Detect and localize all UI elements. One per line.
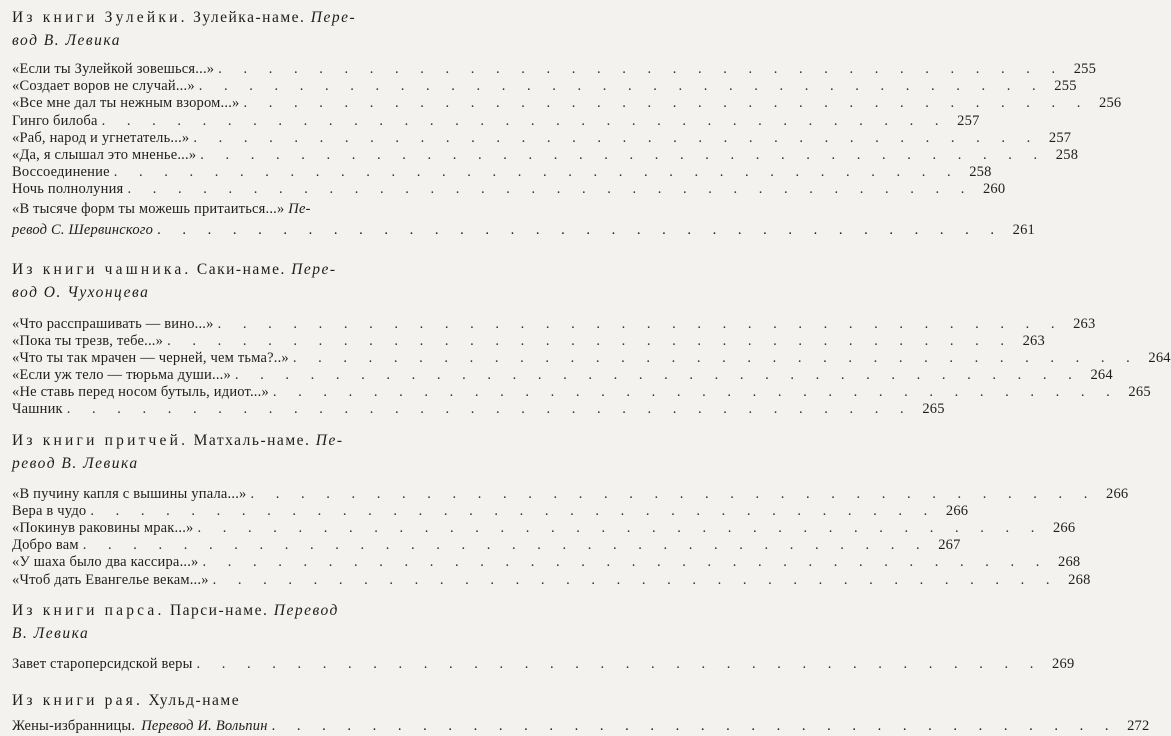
section-heading-book: Из книги рая.	[12, 691, 144, 709]
entry-list	[12, 61, 1122, 199]
section-heading	[12, 429, 471, 475]
entry-page-number: 265	[1128, 384, 1151, 401]
dot-leader: . . . . . . . . . . . . . . . . . . . . . . . . . . . . . . . . . .	[250, 485, 1097, 502]
entry-page-number: 255	[1073, 61, 1097, 77]
entry-line-2	[12, 220, 1035, 241]
entry-page-number: 257	[1048, 129, 1072, 146]
entry-page-number: 256	[1099, 95, 1122, 112]
toc-section-saki	[12, 258, 1171, 419]
entry-page-number: 266	[945, 502, 969, 519]
toc-entry[interactable]	[12, 315, 1096, 333]
toc-entry[interactable]	[12, 537, 961, 554]
toc-section-parsi	[12, 599, 1075, 673]
toc-entry[interactable]	[12, 485, 1129, 503]
toc-entry[interactable]	[12, 655, 1075, 673]
section-heading	[12, 599, 471, 645]
entry-title: Гинго билоба	[12, 112, 98, 129]
section-heading-book: Из книги притчей.	[12, 431, 189, 449]
section-heading-name: Зулейка-наме.	[193, 9, 306, 26]
entry-title: «Покинув раковины мрак...»	[12, 520, 194, 536]
dot-leader: . . . . . . . . . . . . . . . . . . . . . . . . . . . . . . . . . .	[292, 349, 1139, 366]
entry-page-number: 267	[938, 537, 961, 554]
section-heading-translator-b: вод О. Чухонцева	[12, 283, 150, 301]
entry-page-number: 258	[1055, 146, 1079, 163]
section-heading-book: Из книги парса.	[12, 601, 165, 619]
entry-list	[12, 655, 1075, 673]
entry-page-number: 261	[1012, 221, 1035, 238]
section-heading-translator-b: ревод В. Левика	[12, 454, 139, 472]
entry-page-number: 266	[1106, 485, 1129, 502]
dot-leader: . . . . . . . . . . . . . . . . . . . . . . . . . . . . . . . . . .	[212, 571, 1059, 588]
entry-title: Жены-избранницы.	[12, 717, 136, 734]
entry-title: «Не ставь перед носом бутыль, идиот...»	[12, 384, 269, 401]
dot-leader: . . . . . . . . . . . . . . . . . . . . . . . . . . . . . . . . . .	[271, 717, 1118, 734]
toc-entry[interactable]	[12, 61, 1097, 78]
entry-title: «Что ты так мрачен — черней, чем тьма?..»	[12, 349, 289, 366]
dot-leader: . . . . . . . . . . . . . . . . . . . . . . . . . . . . . . . . . .	[193, 129, 1040, 146]
entry-title: Воссоединение	[12, 164, 110, 181]
section-heading-translator-a: Пере-	[310, 9, 357, 26]
entry-page-number: 269	[1052, 655, 1075, 672]
toc-entry[interactable]	[12, 332, 1045, 350]
dot-leader: . . . . . . . . . . . . . . . . . . . . . . . . . . . . . . . . . .	[66, 401, 913, 418]
dot-leader: . . . . . . . . . . . . . . . . . . . . . . . . . . . . . . . . . .	[272, 384, 1119, 401]
dot-leader: . . . . . . . . . . . . . . . . . . . . . . . . . . . . . . . . . .	[218, 61, 1065, 77]
entry-title: «У шаха было два кассира...»	[12, 554, 199, 571]
entry-translator: Перевод И. Вольпин	[141, 717, 268, 734]
entry-page-number: 260	[982, 181, 1006, 198]
entry-title: Чашник	[12, 401, 63, 418]
dot-leader: . . . . . . . . . . . . . . . . . . . . . . . . . . . . . . . . . .	[127, 181, 974, 198]
toc-entry[interactable]	[12, 571, 1091, 589]
entry-title: «В тысяче форм ты можешь притаиться...»	[12, 200, 285, 217]
entry-title: «Если уж тело — тюрьма души...»	[12, 367, 231, 384]
entry-translator-a: Пе-	[288, 200, 311, 217]
dot-leader: . . . . . . . . . . . . . . . . . . . . . . . . . . . . . . . . . .	[101, 112, 948, 129]
section-heading-name: Матхаль-наме.	[193, 431, 311, 449]
toc-entry[interactable]	[12, 78, 1077, 95]
entry-title: «Раб, народ и угнетатель...»	[12, 129, 190, 146]
entry-title: «Да, я слышал это мненье...»	[12, 146, 197, 163]
entry-page-number: 272	[1127, 717, 1150, 734]
toc-entry[interactable]	[12, 112, 980, 130]
entry-page-number: 264	[1090, 367, 1113, 384]
entry-title: «Все мне дал ты нежным взором...»	[12, 95, 240, 112]
section-heading	[12, 6, 471, 52]
entry-title: Ночь полнолуния	[12, 181, 124, 198]
toc-entry[interactable]	[12, 367, 1113, 384]
entry-title: «Пока ты трезв, тебе...»	[12, 332, 164, 349]
dot-leader: . . . . . . . . . . . . . . . . . . . . . . . . . . . . . . . . . .	[198, 78, 1045, 95]
dot-leader: . . . . . . . . . . . . . . . . . . . . . . . . . . . . . . . . . .	[202, 554, 1049, 571]
toc-section-zuleika	[12, 6, 1122, 241]
entry-title: «Чтоб дать Евангелье векам...»	[12, 571, 209, 588]
toc-entry[interactable]	[12, 95, 1122, 112]
section-heading	[12, 258, 471, 304]
toc-entry[interactable]	[12, 181, 1006, 198]
entry-title: Добро вам	[12, 537, 79, 554]
section-heading-translator-b: вод В. Левика	[12, 32, 121, 49]
entry-page-number: 263	[1073, 315, 1096, 332]
entry-page-number: 264	[1148, 349, 1171, 366]
toc-entry-multiline[interactable]	[12, 199, 1035, 241]
entry-page-number: 266	[1052, 520, 1076, 536]
section-heading-name: Хульд-наме	[148, 691, 241, 709]
dot-leader: . . . . . . . . . . . . . . . . . . . . . . . . . . . . . . . . . .	[234, 367, 1081, 384]
entry-list	[12, 315, 1171, 419]
toc-section-huld	[12, 689, 1150, 736]
dot-leader: . . . . . . . . . . . . . . . . . . . . . . . . . . . . . . . . . .	[196, 655, 1043, 672]
toc-entry[interactable]	[12, 554, 1081, 571]
entry-title: «Если ты Зулейкой зовешься...»	[12, 61, 215, 77]
entry-translator-b: ревод С. Шервинского	[12, 221, 154, 238]
toc-entry[interactable]	[12, 164, 992, 181]
section-heading-name: Саки-наме.	[196, 260, 286, 278]
entry-page-number: 263	[1022, 332, 1045, 349]
toc-entry[interactable]	[12, 502, 969, 520]
entry-page-number: 257	[957, 112, 980, 129]
entry-title: «В пучину капля с вышины упала...»	[12, 485, 247, 502]
toc-entry[interactable]	[12, 401, 945, 418]
entry-title: Вера в чудо	[12, 502, 87, 519]
dot-leader: . . . . . . . . . . . . . . . . . . . . . . . . . . . . . . . . . .	[113, 164, 960, 181]
section-heading-translator-a: Перевод	[273, 601, 339, 619]
toc-entry[interactable]	[12, 520, 1076, 537]
entry-page-number: 268	[1068, 571, 1091, 588]
entry-list	[12, 485, 1129, 589]
section-heading-translator-a: Пере-	[291, 260, 337, 278]
entry-page-number: 265	[922, 401, 945, 418]
section-heading-translator-a: Пе-	[315, 431, 344, 449]
entry-line-1	[12, 199, 471, 220]
section-heading-book: Из книги чашника.	[12, 260, 192, 278]
dot-leader: . . . . . . . . . . . . . . . . . . . . . . . . . . . . . . . . . .	[197, 520, 1044, 536]
toc-section-mathal	[12, 429, 1129, 589]
toc-entry[interactable]	[12, 129, 1072, 147]
toc-entry[interactable]	[12, 716, 1150, 736]
section-heading-name: Парси-наме.	[169, 601, 269, 619]
section-heading-book: Из книги Зулейки.	[12, 9, 188, 26]
entry-title: «Что расспрашивать — вино...»	[12, 315, 214, 332]
section-heading	[12, 689, 471, 712]
dot-leader: . . . . . . . . . . . . . . . . . . . . . . . . . . . . . . . . . .	[167, 332, 1013, 349]
dot-leader: . . . . . . . . . . . . . . . . . . . . . . . . . . . . . . . . . .	[243, 95, 1090, 112]
dot-leader: . . . . . . . . . . . . . . . . . . . . . . . . . . . . . . . . . .	[200, 146, 1047, 163]
entry-page-number: 268	[1058, 554, 1081, 571]
section-heading-translator-b: В. Левика	[12, 624, 90, 642]
dot-leader: . . . . . . . . . . . . . . . . . . . . . . . . . . . . . . . . . .	[157, 221, 1003, 238]
dot-leader: . . . . . . . . . . . . . . . . . . . . . . . . . . . . . . . . . .	[82, 537, 929, 554]
toc-entry[interactable]	[12, 349, 1171, 367]
dot-leader: . . . . . . . . . . . . . . . . . . . . . . . . . . . . . . . . . .	[217, 315, 1064, 332]
toc-entry[interactable]	[12, 146, 1079, 164]
entry-title: Завет староперсидской веры	[12, 655, 193, 672]
entry-page-number: 255	[1054, 78, 1077, 95]
entry-page-number: 258	[969, 164, 992, 181]
dot-leader: . . . . . . . . . . . . . . . . . . . . . . . . . . . . . . . . . .	[90, 502, 937, 519]
toc-entry[interactable]	[12, 384, 1151, 401]
entry-title: «Создает воров не случай...»	[12, 78, 195, 95]
